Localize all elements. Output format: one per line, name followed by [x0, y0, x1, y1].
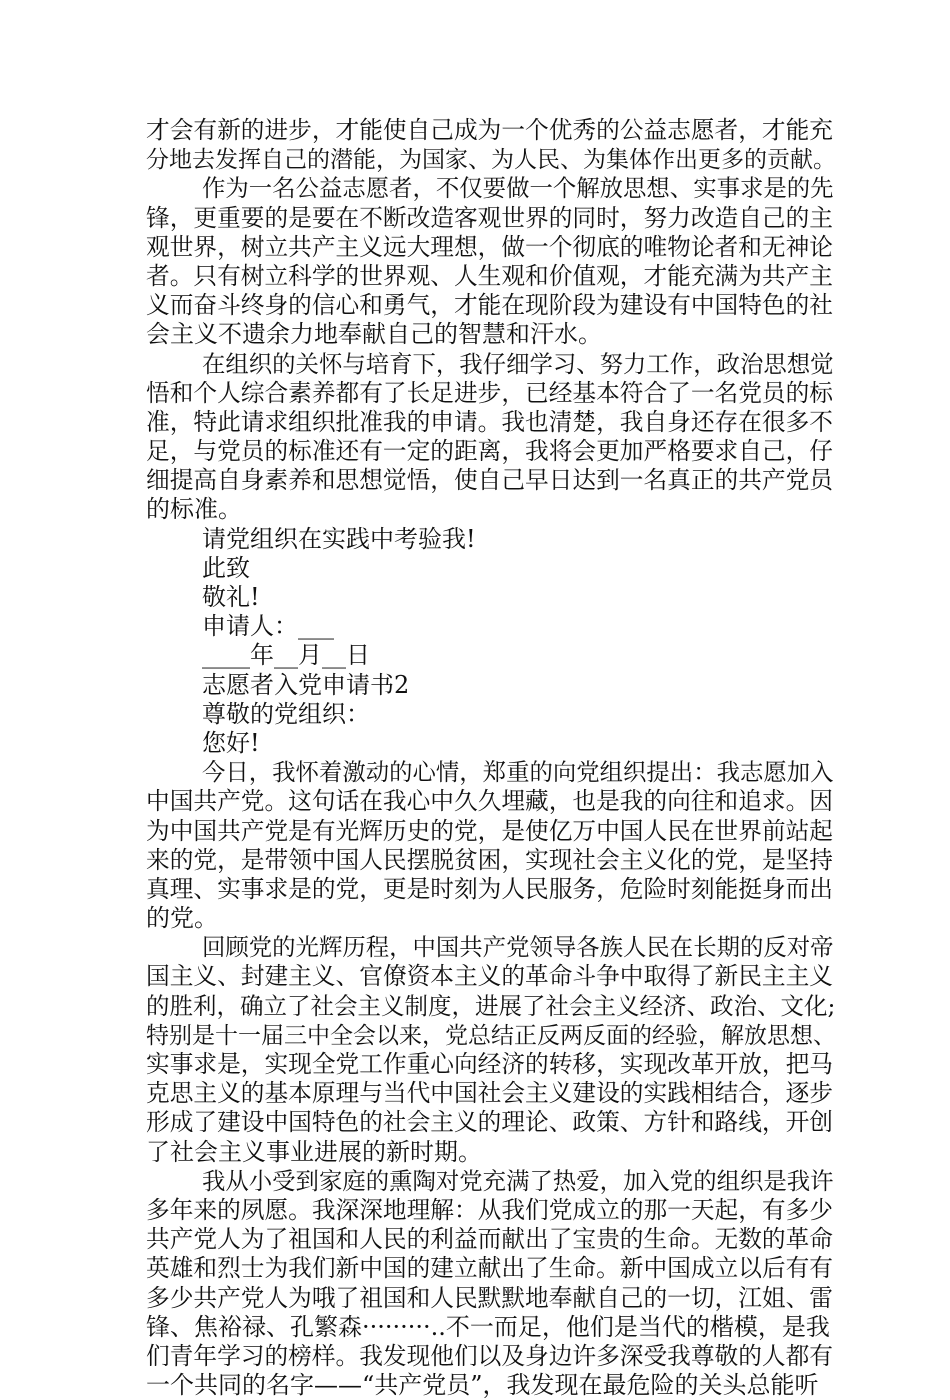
document-page — [146, 116, 836, 1400]
text-line: 的标准。 — [146, 495, 242, 524]
text-line: 请党组织在实践中考验我! — [202, 524, 476, 553]
text-line: 今日，我怀着激动的心情，郑重的向党组织提出：我志愿加入 — [202, 758, 834, 787]
text-line: 您好! — [202, 728, 260, 757]
text-line: 志愿者入党申请书2 — [202, 670, 410, 699]
text-line: 国主义、封建主义、官僚资本主义的革命斗争中取得了新民主主义 — [146, 962, 833, 991]
text-line: 实事求是，实现全党工作重心向经济的转移，实现改革开放，把马 — [146, 1050, 833, 1078]
text-line: 了社会主义事业进展的新时期。 — [146, 1137, 482, 1166]
text-line: 作为一名公益志愿者，不仅要做一个解放思想、实事求是的先 — [202, 174, 834, 203]
text-line: 为中国共产党是有光辉历史的党，是使亿万中国人民在世界前站起 — [146, 816, 833, 845]
text-line: 尊敬的党组织： — [202, 699, 370, 728]
text-line: 申请人：___ — [202, 612, 334, 641]
text-line: 回顾党的光辉历程，中国共产党领导各族人民在长期的反对帝 — [202, 933, 834, 962]
text-line: 特别是十一届三中全会以来，党总结正反两反面的经验，解放思想、 — [146, 1022, 836, 1049]
text-line: 的党。 — [146, 904, 218, 933]
text-line: 锋，更重要的是要在不断改造客观世界的同时，努力改造自己的主 — [146, 203, 833, 232]
text-line: 真理、实事求是的党，更是时刻为人民服务，危险时刻能挺身而出 — [146, 874, 833, 903]
text-line: 一个共同的名字——“共产党员”，我发现在最危险的关头总能听 — [146, 1371, 819, 1400]
text-line: 分地去发挥自己的潜能，为国家、为人民、为集体作出更多的贡献。 — [146, 147, 836, 174]
text-line: 细提高自身素养和思想觉悟，使自己早日达到一名真正的共产党员 — [146, 466, 833, 495]
text-line: 形成了建设中国特色的社会主义的理论、政策、方针和路线，开创 — [146, 1108, 833, 1137]
text-line: 锋、焦裕禄、孔繁森·········..不一而足，他们是当代的楷模，是我 — [146, 1312, 830, 1341]
text-line: 克思主义的基本原理与当代中国社会主义建设的实践相结合，逐步 — [146, 1079, 833, 1108]
text-line: 我从小受到家庭的熏陶对党充满了热爱，加入党的组织是我许 — [202, 1166, 834, 1195]
text-line: 义而奋斗终身的信心和勇气，才能在现阶段为建设有中国特色的社 — [146, 291, 833, 320]
text-line: 此致 — [202, 553, 250, 582]
text-line: 的胜利，确立了社会主义制度，进展了社会主义经济、政治、文化; — [146, 991, 836, 1020]
text-line: 观世界，树立共产主义远大理想，做一个彻底的唯物论者和无神论 — [146, 232, 833, 261]
text-line: 在组织的关怀与培育下，我仔细学习、努力工作，政治思想觉 — [202, 349, 834, 378]
text-line: 敬礼! — [202, 583, 260, 611]
text-line: 英雄和烈士为我们新中国的建立献出了生命。新中国成立以后有有 — [146, 1254, 833, 1283]
text-line: 悟和个人综合素养都有了长足进步，已经基本符合了一名党员的标 — [146, 378, 833, 407]
text-line: 中国共产党。这句话在我心中久久埋藏，也是我的向往和追求。因 — [146, 787, 833, 816]
text-line: 准，特此请求组织批准我的申请。我也清楚，我自身还存在很多不 — [146, 407, 833, 436]
text-line: 会主义不遗余力地奉献自己的智慧和汗水。 — [146, 320, 602, 349]
text-line: ____年__月__日 — [202, 641, 370, 670]
text-line: 多年来的夙愿。我深深地理解：从我们党成立的那一天起，有多少 — [146, 1195, 833, 1224]
text-line: 共产党人为了祖国和人民的利益而献出了宝贵的生命。无数的革命 — [146, 1225, 833, 1254]
text-line: 来的党，是带领中国人民摆脱贫困，实现社会主义化的党，是坚持 — [146, 845, 833, 874]
text-line: 足，与党员的标准还有一定的距离，我将会更加严格要求自己，仔 — [146, 437, 833, 466]
text-line: 者。只有树立科学的世界观、人生观和价值观，才能充满为共产主 — [146, 261, 833, 290]
text-line: 多少共产党人为哦了祖国和人民默默地奉献自己的一切，江姐、雷 — [146, 1283, 833, 1312]
text-line: 才会有新的进步，才能使自己成为一个优秀的公益志愿者，才能充 — [146, 116, 833, 144]
text-line: 们青年学习的榜样。我发现他们以及身边许多深受我尊敬的人都有 — [146, 1341, 833, 1370]
